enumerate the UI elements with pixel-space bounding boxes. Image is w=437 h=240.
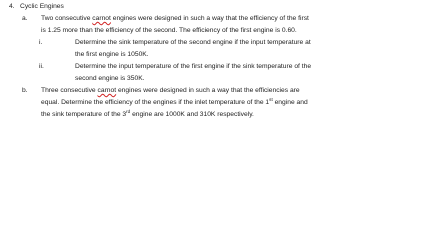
spelling-error-carnot[interactable]: carnot bbox=[92, 15, 111, 22]
item-b-line-2 bbox=[41, 96, 308, 108]
superscript-rd: rd bbox=[126, 108, 131, 114]
item-b-marker: b. bbox=[22, 87, 28, 94]
item-a-line-1 bbox=[41, 15, 309, 24]
item-b-line-2-end: engine and bbox=[272, 99, 308, 106]
item-a-line-1-start: Two consecutive bbox=[41, 15, 93, 22]
spelling-error-carnot[interactable]: carnot bbox=[97, 87, 117, 94]
item-b-line-1 bbox=[41, 87, 300, 96]
sub-item-ii-line-2: second engine is 350K. bbox=[75, 75, 145, 82]
item-b-line-3-end: engine are 1000K and 310K respectively. bbox=[130, 111, 254, 118]
item-a-line-2: is 1.25 more than the efficiency of the second. The efficiency of the first engine is 0.60. bbox=[41, 27, 297, 34]
item-a-marker: a. bbox=[22, 15, 28, 22]
item-a-line-1-end: engines were designed in such a way that the efficiency of the first bbox=[110, 15, 309, 22]
section-title: Cyclic Engines bbox=[20, 3, 64, 10]
sub-item-i-line-2: the first engine is 1050K. bbox=[75, 51, 149, 58]
item-b-line-1-start: Three consecutive bbox=[41, 87, 98, 94]
item-b-line-3 bbox=[41, 108, 254, 120]
section-number: 4. bbox=[9, 3, 15, 10]
sub-item-ii-line-1: Determine the input temperature of the first engine if the sink temperature of the bbox=[75, 63, 312, 70]
sub-item-i-line-1: Determine the sink temperature of the second engine if the input temperature at bbox=[75, 39, 311, 46]
item-b-line-2-start: equal. Determine the efficiency of the engines if the inlet temperature of the 1 bbox=[41, 99, 270, 106]
sub-item-i-marker: i. bbox=[39, 39, 43, 46]
item-b-line-3-start: the sink temperature of the 3 bbox=[41, 111, 127, 118]
item-b-line-1-end: engines were designed in such a way that the efficiencies are bbox=[116, 87, 300, 94]
sub-item-ii-marker: ii. bbox=[39, 63, 44, 70]
superscript-st: st bbox=[269, 96, 273, 102]
